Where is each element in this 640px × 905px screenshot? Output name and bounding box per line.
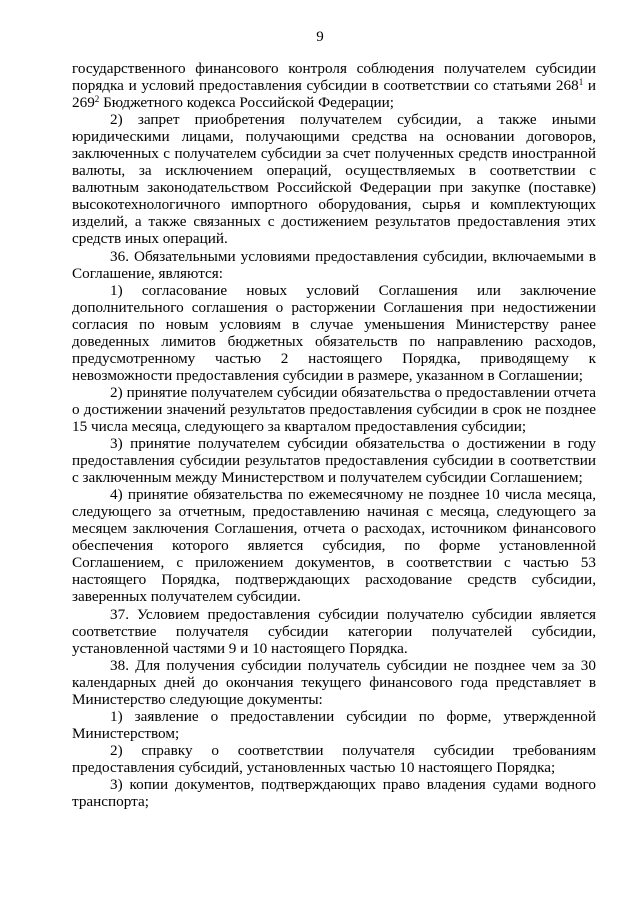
paragraph-36-item-3: 3) принятие получателем субсидии обязательства о достижении в году предоставления субсидии результатов предоставления субсидии в соответствии с заключенным между Министерством и получателем субсидии Соглашением; (72, 435, 596, 487)
paragraph-38-item-1: 1) заявление о предоставлении субсидии по форме, утвержденной Министерством; (72, 707, 596, 742)
paragraph-continuation: государственного финансового контроля соблюдения получателем субсидии порядка и условий предоставления субсидии в соответствии со статьями $268^1$ и $269^2$ Бюджетного кодекса Российской Федерации; (72, 60, 596, 112)
paragraph-37: 37. Условием предоставления субсидии получателю субсидии является соответствие получателя субсидии категории получателей субсидии, установленной частями 9 и 10 настоящего Порядка. (72, 605, 596, 657)
paragraph-36-item-4: 4) принятие обязательства по ежемесячному не позднее 10 числа месяца, следующего за отчетным, предоставлению начиная с месяца, следующего за месяцем заключения Соглашения, отчета о расходах, источником финансового обеспечения которого является субсидия, по форме установленной Соглашением, с приложением документов, в соответствии с частью 53 настоящего Порядка, подтверждающих расходование средств субсидии, заверенных получателем субсидии. (72, 486, 596, 606)
page-number: 9 (316, 29, 324, 45)
paragraph-38-item-3: 3) копии документов, подтверждающих право владения судами водного транспорта; (72, 775, 596, 811)
paragraph-38-heading: 38. Для получения субсидии получатель субсидии не позднее чем за 30 календарных дней до окончания текущего финансового года представляет в Министерство следующие документы: (72, 656, 596, 708)
paragraph-36-item-2: 2) принятие получателем субсидии обязательства о предоставлении отчета о достижении значений результатов предоставления субсидии в срок не позднее 15 числа месяца, следующего за кварталом предоставления субсидии; (72, 383, 596, 435)
paragraph-36-heading: 36. Обязательными условиями предоставления субсидии, включаемыми в Соглашение, являются: (72, 247, 596, 282)
document-body (72, 60, 596, 810)
paragraph-36-item-1: 1) согласование новых условий Соглашения или заключение дополнительного соглашения о расторжении Соглашения при недостижении согласия по новым условиям в случае уменьшения Министерству ранее доведенных лимитов бюджетных обязательств по направлению расходов, предусмотренному частью 2 настоящего Порядка, приводящему к невозможности предоставления субсидии в размере, указанном в Соглашении; (72, 281, 596, 384)
paragraph-item-2-currency-ban: 2) запрет приобретения получателем субсидии, а также иными юридическими лицами, получающими средства на основании договоров, заключенных с получателем субсидии за счет полученных средств иностранной валюты, за исключением операций, осуществляемых в соответствии с валютным законодательством Российской Федерации при закупке (поставке) высокотехнологичного импортного оборудования, сырья и комплектующих изделий, а также связанных с достижением результатов предоставления этих средств иных операций. (72, 111, 596, 248)
paragraph-38-item-2: 2) справку о соответствии получателя субсидии требованиям предоставления субсидий, установленных частью 10 настоящего Порядка; (72, 741, 596, 776)
